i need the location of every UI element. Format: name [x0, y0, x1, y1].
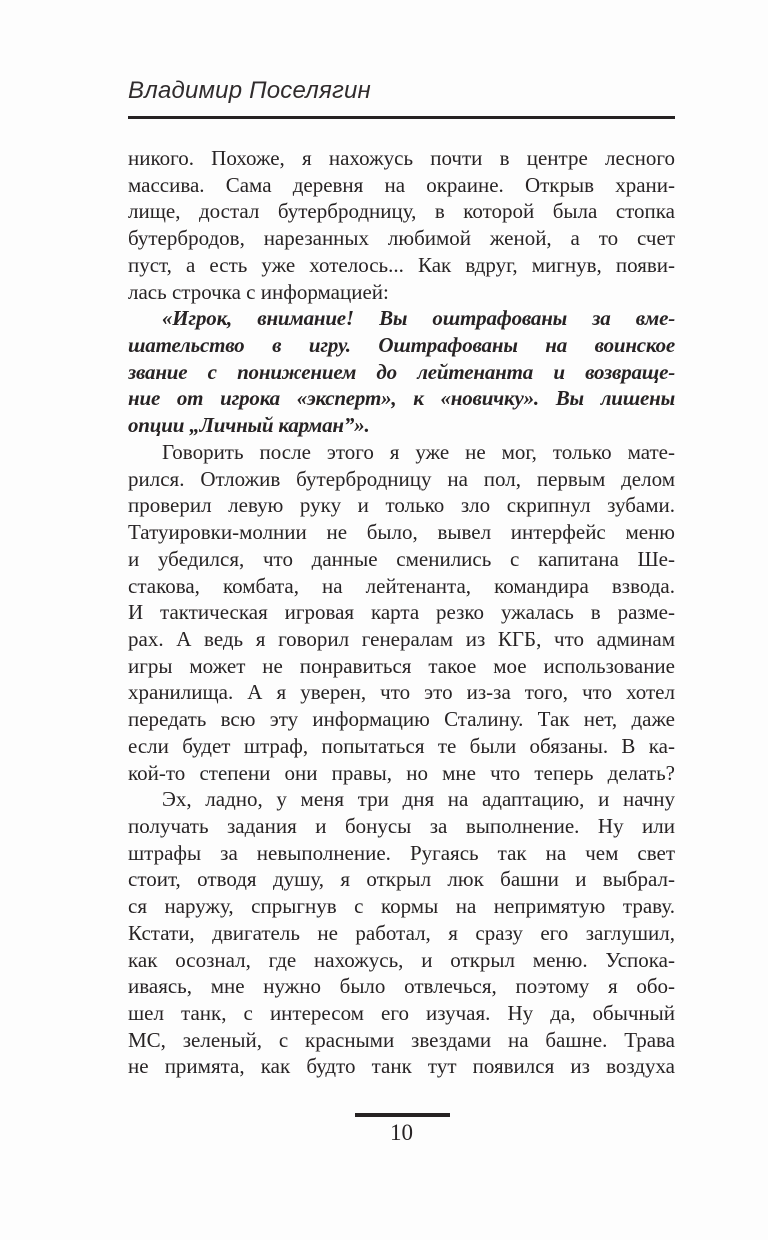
text-line: стакова, комбата, на лейтенанта, командира взвода.: [128, 573, 675, 598]
text-line: шел танк, с интересом его изучая. Ну да, обычный: [128, 1001, 675, 1025]
text-line: ние от игрока «эксперт», к «новичку». Вы лишены: [128, 386, 675, 411]
text-line: если будет штраф, попытаться те были обязаны. В ка-: [128, 733, 675, 758]
footer-rule: [355, 1113, 450, 1117]
text-line: проверил левую руку и только зло скрипнул зубами.: [128, 493, 675, 518]
text-line: ся наружу, спрыгнув с кормы на непримятую траву.: [128, 894, 675, 919]
text-line: бутербродов, нарезанных любимой женой, а то счет: [128, 226, 675, 251]
text-line: передать всю эту информацию Сталину. Так нет, даже: [128, 707, 675, 732]
text-line: звание с понижением до лейтенанта и возвраще-: [128, 359, 675, 384]
text-line: Кстати, двигатель не работал, я сразу его заглушил,: [128, 920, 675, 945]
page-number: 10: [390, 1120, 413, 1145]
text-line: как осознал, где нахожусь, и открыл меню. Успока-: [128, 947, 675, 972]
text-line: и убедился, что данные сменились с капитана Ше-: [128, 546, 675, 571]
text-line: получать задания и бонусы за выполнение. Ну или: [128, 813, 675, 838]
text-line: Эх, ладно, у меня три дня на адаптацию, и начну: [162, 787, 675, 812]
text-line: лась строчка с информацией:: [128, 279, 389, 304]
text-line: стоит, отводя душу, я открыл люк башни и выбрал-: [128, 867, 675, 892]
header-rule: [128, 116, 675, 119]
text-block: [128, 145, 675, 1080]
text-line: не примята, как будто танк тут появился из воздуха: [128, 1054, 675, 1079]
text-line: «Игрок, внимание! Вы оштрафованы за вме-: [162, 306, 675, 331]
text-line: МС, зеленый, с красными звездами на башне. Трава: [128, 1027, 675, 1052]
text-line: Говорить после этого я уже не мог, только мате-: [162, 439, 675, 464]
text-line: Татуировки-молнии не было, вывел интерфейс меню: [128, 520, 675, 545]
text-line: шательство в игру. Оштрафованы на воинское: [128, 333, 675, 358]
text-line: штрафы за невыполнение. Ругаясь так на чем свет: [128, 840, 675, 865]
text-line: игры может не понравиться такое мое использование: [128, 653, 675, 678]
text-line: никого. Похоже, я нахожусь почти в центре лесного: [128, 146, 675, 170]
text-line: опции „Личный карман”».: [128, 413, 370, 438]
text-line: хранилища. А я уверен, что это из-за того, что хотел: [128, 680, 675, 705]
text-line: кой-то степени они правы, но мне что теперь делать?: [128, 760, 675, 785]
text-line: пуст, а есть уже хотелось... Как вдруг, мигнув, появи-: [128, 252, 675, 277]
text-line: рах. А ведь я говорил генералам из КГБ, что админам: [128, 626, 675, 651]
author-name: Владимир Поселягин: [128, 77, 371, 104]
text-line: рился. Отложив бутербродницу на пол, первым делом: [128, 466, 675, 491]
text-line: И тактическая игровая карта резко ужалась в разме-: [128, 600, 675, 625]
text-line: массива. Сама деревня на окраине. Открыв храни-: [128, 172, 675, 197]
text-line: лище, достал бутербродницу, в которой была стопка: [128, 199, 675, 224]
text-line: иваясь, мне нужно было отвлечься, поэтому я обо-: [128, 974, 675, 999]
